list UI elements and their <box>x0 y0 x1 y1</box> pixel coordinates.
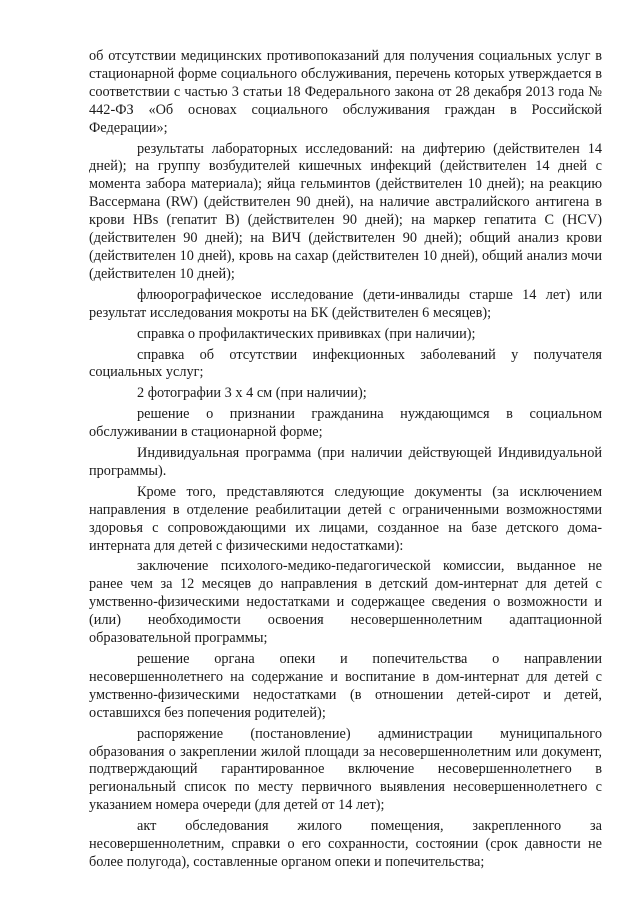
paragraph-guardianship-decision: решение органа опеки и попечительства о направлении несовершеннолетнего на содержание и воспитание в дом-интернат для детей с умственно-физическими недостатками (в отношении детей-сирот и детей, оставшихся без попечения родителей); <box>89 651 602 721</box>
paragraph-vaccination-certificate: справка о профилактических прививках (при наличии); <box>137 325 476 342</box>
paragraph-fluorography: флюорографическое исследование (дети-инвалиды старше 14 лет) или результат исследования мокроты на БК (действителен 6 месяцев); <box>89 286 602 321</box>
paragraph-medical-contraindications: об отсутствии медицинских противопоказаний для получения социальных услуг в стационарной форме социального обслуживания, перечень которых утверждается в соответствии с частью 3 статьи 18 Федерального закона от 28 декабря 2013 года № 442-ФЗ «Об основах социального обслуживания граждан в Российской Федерации»; <box>89 48 602 136</box>
paragraph-additional-documents: Кроме того, представляются следующие документы (за исключением направления в отделение реабилитации детей с ограниченными возможностями здоровья с сопровождающими их лицами, созданное на базе детского дома-интерната для детей с физическими недостатками): <box>89 483 602 554</box>
paragraph-pmpk-conclusion: заключение психолого-медико-педагогической комиссии, выданное не ранее чем за 12 месяцев до направления в детский дом-интернат для детей с умственно-физическими недостатками и содержащее сведения о возможности и (или) необходимости освоения несовершеннолетним адаптационной образовательной программы; <box>89 558 602 647</box>
paragraph-photographs: 2 фотографии 3 х 4 см (при наличии); <box>137 385 367 402</box>
paragraph-infection-certificate: справка об отсутствии инфекционных заболеваний у получателя социальных услуг; <box>89 346 602 381</box>
paragraph-inspection-act: акт обследования жилого помещения, закрепленного за несовершеннолетним, справки о его сохранности, состоянии (срок давности не более полугода), составленные органом опеки и попечительства; <box>89 818 602 870</box>
document-page <box>89 48 602 875</box>
paragraph-individual-program: Индивидуальная программа (при наличии действующей Индивидуальной программы). <box>89 445 602 479</box>
paragraph-recognition-decision: решение о признании гражданина нуждающимся в социальном обслуживании в стационарной форме; <box>89 406 602 441</box>
paragraph-lab-results: результаты лабораторных исследований: на дифтерию (действителен 14 дней); на группу возбудителей кишечных инфекций (действителен 14 дней с момента забора материала); яйца гельминтов (действителен 10 дней); на реакцию Вассермана (RW) (действителен 90 дней), на наличие австралийского антигена в крови HBs (гепатит В) (действителен 90 дней); на маркер гепатита С (HCV) (действителен 90 дней); на ВИЧ (действителен 90 дней); общий анализ крови (действителен 10 дней), кровь на сахар (действителен 10 дней), общий анализ мочи (действителен 10 дней); <box>89 140 602 282</box>
paragraph-housing-order: распоряжение (постановление) администрации муниципального образования о закреплении жилой площади за несовершеннолетним или документ, подтверждающий гарантированное включение несовершеннолетнего в региональный список по месту первичного выявления несовершеннолетнего с указанием номера очереди (для детей от 14 лет); <box>89 725 602 814</box>
